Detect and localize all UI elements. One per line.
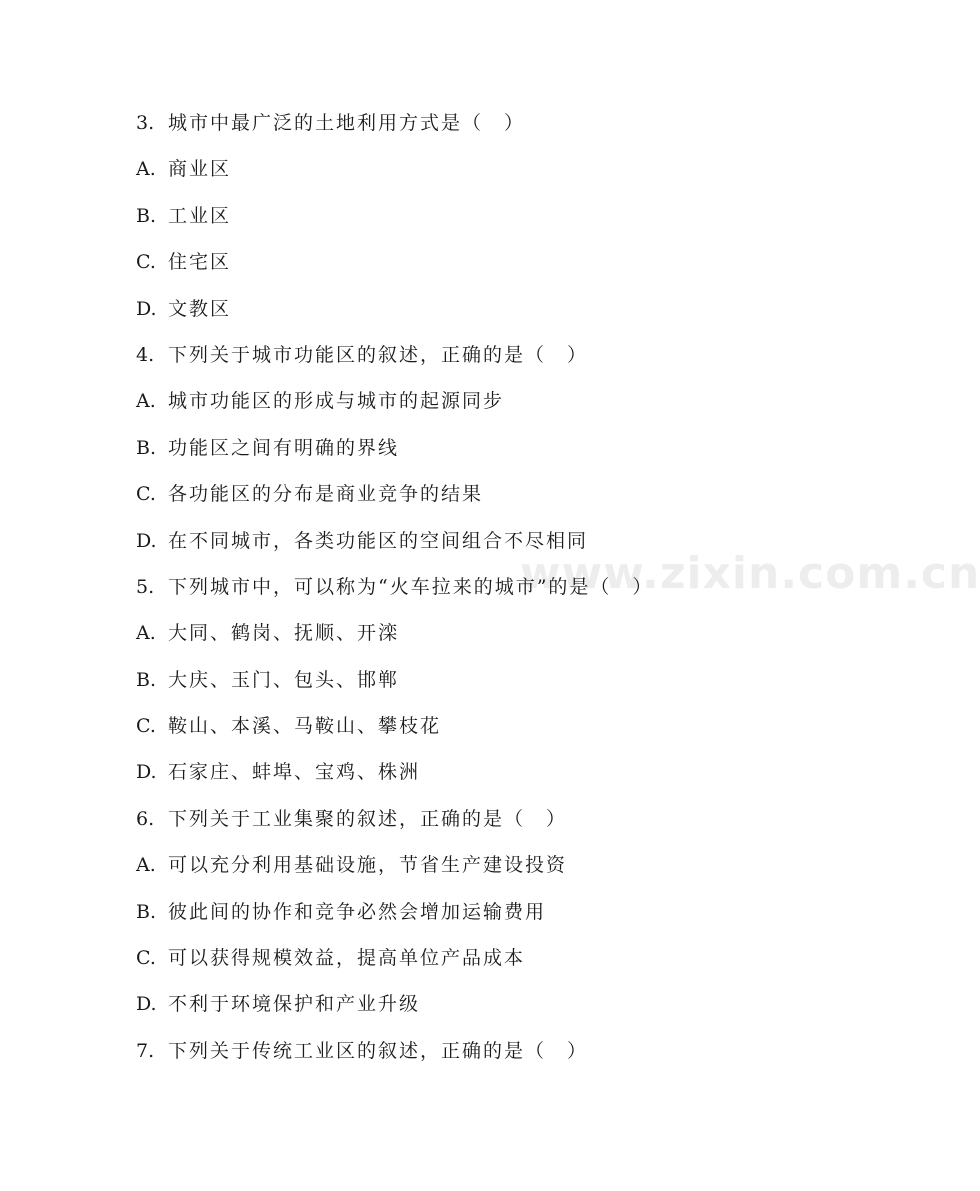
question-list xyxy=(136,103,856,1077)
option-c xyxy=(136,474,856,520)
option-d xyxy=(136,521,856,567)
option-c xyxy=(136,938,856,984)
option-d xyxy=(136,289,856,335)
option-text: 功能区之间有明确的界线 xyxy=(168,436,400,459)
question-number: 3. xyxy=(136,112,155,134)
option-text: 在不同城市，各类功能区的空间组合不尽相同 xyxy=(168,529,589,552)
option-text: 可以获得规模效益，提高单位产品成本 xyxy=(168,947,526,970)
question-6 xyxy=(136,799,856,845)
question-number: 4. xyxy=(136,343,155,366)
option-text: 工业区 xyxy=(168,204,232,227)
option-label: B. xyxy=(136,668,157,691)
option-label: A. xyxy=(136,854,156,877)
option-d xyxy=(136,984,856,1030)
option-label: A. xyxy=(136,390,156,413)
option-label: B. xyxy=(136,436,157,459)
option-label: D. xyxy=(136,761,157,784)
option-c xyxy=(136,706,856,752)
option-a xyxy=(136,149,856,195)
question-5 xyxy=(136,567,856,613)
option-a xyxy=(136,845,856,891)
question-text: 下列关于工业集聚的叙述，正确的是（ ） xyxy=(168,807,568,830)
option-text: 不利于环境保护和产业升级 xyxy=(168,993,421,1016)
option-label: B. xyxy=(136,900,157,923)
question-number: 7. xyxy=(136,1039,155,1062)
option-b xyxy=(136,892,856,938)
question-3 xyxy=(136,103,856,149)
option-label: C. xyxy=(136,483,156,506)
option-text: 大同、鹤岗、抚顺、开滦 xyxy=(168,622,400,645)
option-label: D. xyxy=(136,529,157,552)
question-text: 下列城市中，可以称为“火车拉来的城市”的是（ ） xyxy=(168,575,654,598)
option-label: A. xyxy=(136,622,156,645)
question-4 xyxy=(136,335,856,381)
option-d xyxy=(136,752,856,798)
option-b xyxy=(136,428,856,474)
option-b xyxy=(136,196,856,242)
option-text: 住宅区 xyxy=(168,251,232,274)
option-label: C. xyxy=(136,715,156,738)
option-label: A. xyxy=(136,158,156,181)
question-text: 下列关于城市功能区的叙述，正确的是（ ） xyxy=(168,343,589,366)
option-text: 可以充分利用基础设施，节省生产建设投资 xyxy=(168,854,568,877)
option-text: 商业区 xyxy=(168,158,232,181)
option-text: 文教区 xyxy=(168,297,232,320)
option-text: 鞍山、本溪、马鞍山、攀枝花 xyxy=(168,715,442,738)
option-a xyxy=(136,381,856,427)
option-text: 彼此间的协作和竞争必然会增加运输费用 xyxy=(168,900,547,923)
option-text: 各功能区的分布是商业竞争的结果 xyxy=(168,483,484,506)
option-text: 城市功能区的形成与城市的起源同步 xyxy=(168,390,505,413)
option-label: C. xyxy=(136,251,156,274)
option-text: 石家庄、蚌埠、宝鸡、株洲 xyxy=(168,761,421,784)
question-text: 下列关于传统工业区的叙述，正确的是（ ） xyxy=(168,1039,589,1062)
question-7 xyxy=(136,1031,856,1077)
option-label: C. xyxy=(136,947,156,970)
question-text: 城市中最广泛的土地利用方式是（ ） xyxy=(168,112,526,134)
question-number: 5. xyxy=(136,575,155,598)
option-label: B. xyxy=(136,204,157,227)
option-label: D. xyxy=(136,297,157,320)
watermark: www.zixin.com.cn xyxy=(520,548,980,599)
option-a xyxy=(136,613,856,659)
question-number: 6. xyxy=(136,807,155,830)
option-text: 大庆、玉门、包头、邯郸 xyxy=(168,668,400,691)
option-label: D. xyxy=(136,993,157,1016)
option-c xyxy=(136,242,856,288)
option-b xyxy=(136,660,856,706)
